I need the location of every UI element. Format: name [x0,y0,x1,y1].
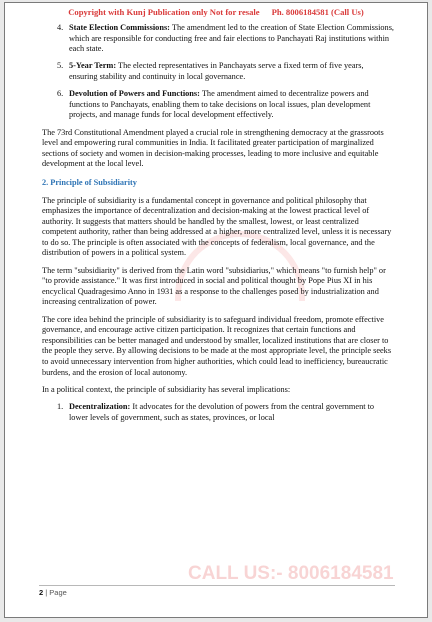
page-footer: 2 | Page [39,588,67,597]
paragraph: The principle of subsidiarity is a fundamental concept in governance and political philosophy that emphasizes the importance of decentralization and decision-making at the lowest practical level of authority. It suggests that matters should be handled by the smallest, lowest, or least centralized competent authority, rather than being addressed at a higher, more centralized level, unless it is necessary to do so. The principle is often associated with the concepts of federalism, local governance, and the distribution of powers in a political system. [42,195,392,258]
header-copyright: Copyright with Kunj Publication only Not for resale [68,7,260,17]
list-item: 6. Devolution of Powers and Functions: The amendment aimed to decentralize powers and functions to Panchayats, enabling them to take decisions on local issues, plan development projects, and manage funds for local development effectively. [57,89,371,120]
paragraph: The term "subsidiarity" is derived from the Latin word "subsidiarius," which means "to furnish help" or "to provide assistance." It was first introduced in social and political thought by Pope Pius XI in his encyclical Quadragesimo Anno in 1931 as a response to the challenges posed by industrialization and increasing centralization of power. [42,265,386,307]
list-item: 4. State Election Commissions: The amendment led to the creation of State Election Commissions, which are responsible for conducting free and fair elections to Panchayati Raj institutions within each state. [57,23,394,54]
list-item: 5. 5-Year Term: The elected representatives in Panchayats serve a fixed term of five years, ensuring stability and continuity in local governance. [57,61,364,81]
footer-divider [39,585,395,586]
page-content [42,23,394,430]
paragraph-73rd-amendment: The 73rd Constitutional Amendment played a crucial role in strengthening democracy at the grassroots level and empowering rural communities in India. It facilitated greater participation of marginalized sections of society and women in decision-making processes, leading to more inclusive and equitable development at the local level. [42,127,384,169]
document-page [4,2,428,618]
header-phone: Ph. 8006184581 (Call Us) [271,7,364,17]
implications-list [42,402,394,423]
page-number: 2 [39,588,44,597]
paragraph: The core idea behind the principle of subsidiarity is to safeguard individual freedom, promote effective governance, and encourage active citizen participation. It recognizes that certain functions and responsibilities can be better managed and understood by smaller, localized institutions that are closer to the people they serve. By allowing decisions to be made at the most appropriate level, the principle seeks to avoid unnecessary intervention from higher authorities, which could lead to inefficiency, bureaucratic burdens, and the erosion of local autonomy. [42,314,392,377]
page-header [5,7,427,17]
section-heading: 2. Principle of Subsidiarity [42,177,137,187]
page-label: Page [49,588,67,597]
paragraph: In a political context, the principle of subsidiarity has several implications: [42,384,291,394]
watermark-phone: CALL US:- 8006184581 [188,563,394,584]
amendment-features-list [42,23,394,121]
list-item: 1. Decentralization: It advocates for the devolution of powers from the central government to lower levels of government, such as states, provinces, or local [57,401,375,422]
